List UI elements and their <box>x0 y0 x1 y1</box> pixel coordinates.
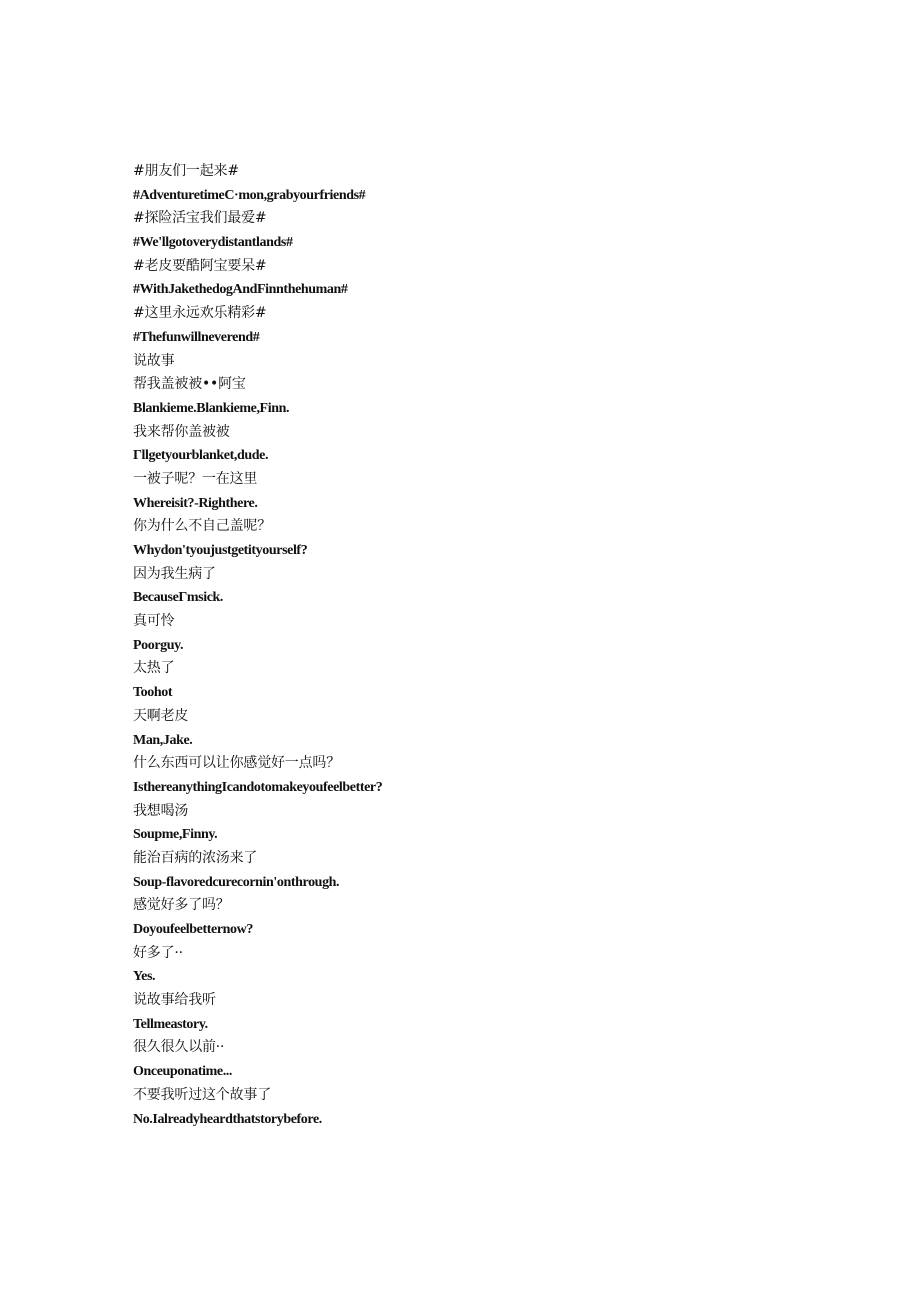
transcript-line-english: Soupme,Finny. <box>133 827 218 843</box>
transcript-line-english: #AdventuretimeC·mon,grabyourfriends# <box>133 187 366 203</box>
transcript-line-english: No.Ialreadyheardthatstorybefore. <box>133 1111 322 1127</box>
transcript-line-chinese: #探险活宝我们最爱# <box>133 210 267 227</box>
transcript-line-chinese: 我来帮你盖被被 <box>133 423 230 440</box>
transcript-line-chinese: 说故事给我听 <box>133 992 216 1009</box>
transcript-line-chinese: #老皮要酷阿宝要呆# <box>133 257 267 274</box>
transcript-line-chinese: 什么东西可以让你感觉好一点吗？ <box>133 755 340 772</box>
transcript-line-chinese: #朋友们一起来# <box>133 163 239 179</box>
transcript-line-chinese: 感觉好多了吗？ <box>133 897 230 914</box>
transcript-line-chinese: 不要我听过这个故事了 <box>133 1086 271 1103</box>
transcript-line-english: IsthereanythingIcandotomakeyoufeelbetter? <box>133 779 383 795</box>
transcript-line-chinese: 因为我生病了 <box>133 565 216 582</box>
transcript-line-english: BecauseΓmsick. <box>133 590 224 606</box>
transcript-line-chinese: 你为什么不自己盖呢？ <box>133 518 271 535</box>
transcript-line-chinese: 真可怜 <box>133 613 175 630</box>
transcript-line-english: #WithJakethedogAndFinnthehuman# <box>133 282 348 298</box>
transcript-line-chinese: 好多了·· <box>133 944 183 961</box>
transcript-body <box>133 160 833 1131</box>
transcript-line-chinese: #这里永远欢乐精彩# <box>133 305 267 322</box>
transcript-line-english: Onceuponatime... <box>133 1064 232 1080</box>
transcript-line-chinese: 说故事 <box>133 352 175 369</box>
transcript-line-english: Yes. <box>133 969 156 985</box>
transcript-line-chinese: 我想喝汤 <box>133 802 189 819</box>
transcript-line-english: Tellmeastory. <box>133 1016 208 1032</box>
transcript-line-chinese: 天啊老皮 <box>133 707 189 724</box>
transcript-line-chinese: 帮我盖被被••阿宝 <box>133 376 246 393</box>
transcript-line-chinese: 太热了 <box>133 660 175 677</box>
transcript-line-english: Man,Jake. <box>133 732 193 748</box>
transcript-line-english: Soup-flavoredcurecornin'onthrough. <box>133 874 340 890</box>
transcript-line-chinese: 一被子呢？一在这里 <box>133 470 258 487</box>
transcript-line-english: Toohot <box>133 685 173 701</box>
transcript-line-english: Doyoufeelbetternow? <box>133 922 253 937</box>
transcript-line-english: #Thefunwillneverend# <box>133 329 260 345</box>
transcript-line-chinese: 能治百病的浓汤来了 <box>133 849 258 866</box>
transcript-line-english: Γllgetyourblanket,dude. <box>133 448 269 464</box>
transcript-line-english: Whydon'tyoujustgetityourself? <box>133 543 308 558</box>
transcript-line-chinese: 很久很久以前·· <box>133 1039 225 1056</box>
transcript-line-english: #We'llgotoverydistantlands# <box>133 235 293 251</box>
transcript-line-english: Whereisit?-Righthere. <box>133 495 258 511</box>
transcript-line-english: Poorguy. <box>133 637 184 653</box>
transcript-line-english: Blankieme.Blankieme,Finn. <box>133 400 290 416</box>
